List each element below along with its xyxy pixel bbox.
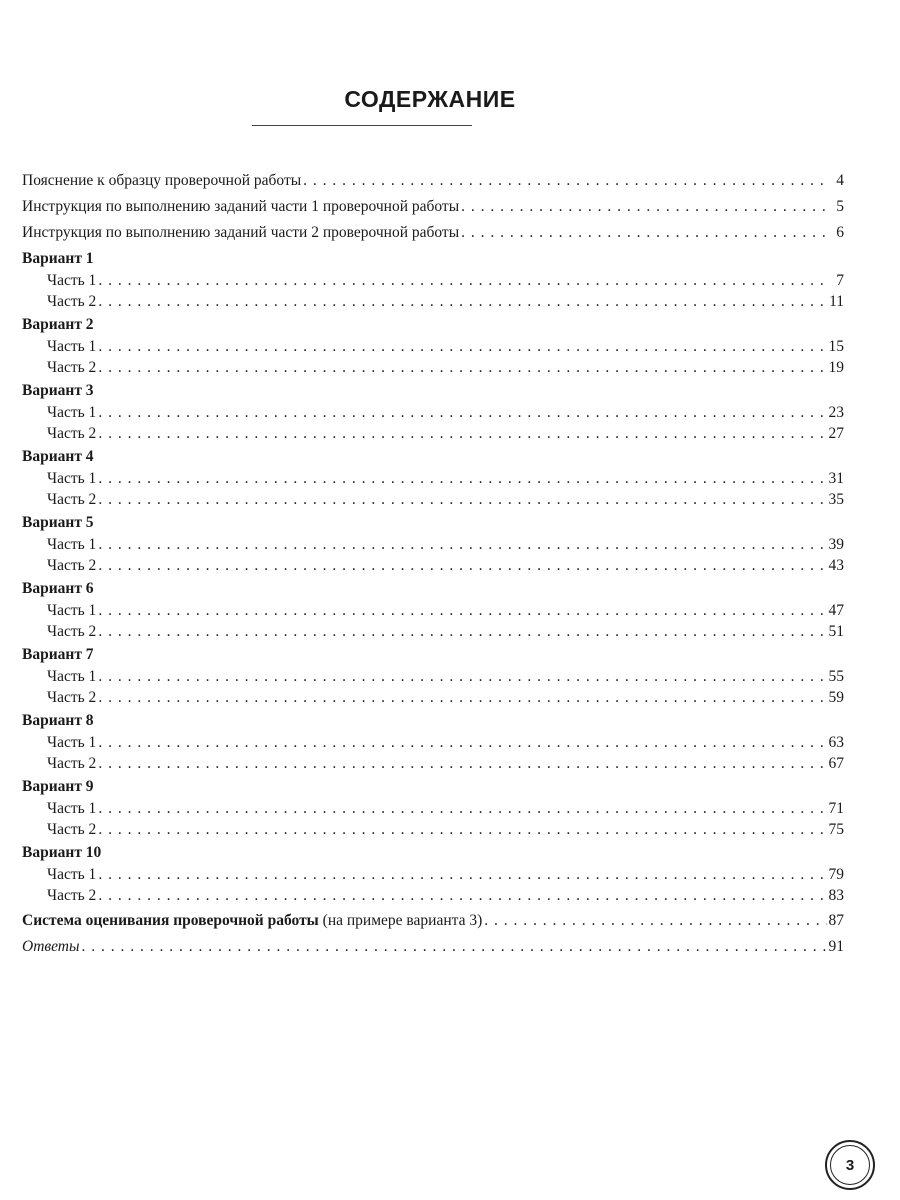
- toc-label-note: (на примере варианта 3): [322, 912, 483, 929]
- toc-row-part[interactable]: [22, 819, 844, 840]
- dot-leader: [98, 798, 826, 819]
- variant-title: Вариант 8: [22, 712, 94, 729]
- variant-title: Вариант 9: [22, 778, 94, 795]
- toc-variant-heading[interactable]: [22, 314, 844, 336]
- toc-label: Часть 1: [47, 668, 97, 685]
- toc-row-part[interactable]: [22, 864, 844, 885]
- variant-title: Вариант 10: [22, 844, 102, 861]
- dot-leader: [98, 423, 826, 444]
- toc-page-number: 67: [828, 755, 844, 772]
- page-number-badge: [825, 1140, 875, 1190]
- toc-label: Часть 2: [47, 689, 97, 706]
- toc-variant-heading[interactable]: [22, 578, 844, 600]
- toc-page-number: 35: [828, 491, 844, 508]
- toc-row-part[interactable]: [22, 687, 844, 708]
- dot-leader: [461, 220, 828, 246]
- toc-label: Часть 2: [47, 491, 97, 508]
- toc-row-part[interactable]: [22, 402, 844, 423]
- toc-label: Часть 2: [47, 425, 97, 442]
- dot-leader: [98, 336, 826, 357]
- toc-label: [22, 908, 482, 934]
- toc-page-number: 59: [828, 689, 844, 706]
- toc-page-number: 11: [829, 293, 844, 310]
- toc-page-number: 83: [828, 887, 844, 904]
- toc-label: Пояснение к образцу проверочной работы: [22, 172, 302, 189]
- title-underline: [252, 125, 472, 126]
- dot-leader: [98, 621, 826, 642]
- page-title: СОДЕРЖАНИЕ: [344, 86, 516, 112]
- dot-leader: [98, 291, 827, 312]
- toc-label: Часть 1: [47, 536, 97, 553]
- toc-row-part[interactable]: [22, 885, 844, 906]
- toc-variant-heading[interactable]: [22, 842, 844, 864]
- dot-leader: [98, 402, 826, 423]
- toc-page-number: 91: [828, 938, 844, 955]
- toc-page-number: 87: [828, 912, 844, 929]
- variant-title: Вариант 6: [22, 580, 94, 597]
- toc-row-part[interactable]: [22, 732, 844, 753]
- dot-leader: [98, 753, 826, 774]
- dot-leader: [98, 270, 828, 291]
- toc-label: Часть 2: [47, 557, 97, 574]
- toc-variant-heading[interactable]: [22, 776, 844, 798]
- toc-page-number: 47: [828, 602, 844, 619]
- dot-leader: [98, 666, 826, 687]
- toc-page-number: 79: [828, 866, 844, 883]
- dot-leader: [98, 732, 826, 753]
- variant-title: Вариант 2: [22, 316, 94, 333]
- toc-label: Часть 1: [47, 470, 97, 487]
- toc-row-intro-2[interactable]: [22, 194, 844, 220]
- dot-leader: [98, 819, 826, 840]
- toc-variant-heading[interactable]: [22, 248, 844, 270]
- toc-row-part[interactable]: [22, 489, 844, 510]
- toc-row-part[interactable]: [22, 291, 844, 312]
- toc-row-part[interactable]: [22, 468, 844, 489]
- toc-label: Часть 1: [47, 272, 97, 289]
- table-of-contents: [22, 168, 844, 960]
- dot-leader: [98, 687, 826, 708]
- toc-row-part[interactable]: [22, 336, 844, 357]
- toc-page-number: 6: [836, 224, 844, 241]
- dot-leader: [98, 555, 826, 576]
- toc-page-number: 63: [828, 734, 844, 751]
- toc-row-part[interactable]: [22, 555, 844, 576]
- toc-page-number: 55: [828, 668, 844, 685]
- dot-leader: [461, 194, 828, 220]
- toc-label-bold: Система оценивания проверочной работы: [22, 912, 319, 929]
- toc-label: Часть 1: [47, 734, 97, 751]
- toc-variant-heading[interactable]: [22, 380, 844, 402]
- dot-leader: [98, 357, 826, 378]
- toc-page-number: 15: [828, 338, 844, 355]
- toc-row-intro-1[interactable]: [22, 168, 844, 194]
- toc-label: Часть 1: [47, 866, 97, 883]
- toc-page-number: 51: [828, 623, 844, 640]
- page-number: 3: [830, 1145, 870, 1185]
- toc-page-number: 43: [828, 557, 844, 574]
- toc-variant-heading[interactable]: [22, 512, 844, 534]
- toc-label: Часть 2: [47, 623, 97, 640]
- toc-label: Часть 2: [47, 755, 97, 772]
- toc-page-number: 4: [836, 172, 844, 189]
- toc-row-part[interactable]: [22, 423, 844, 444]
- toc-label: Часть 1: [47, 800, 97, 817]
- toc-row-part[interactable]: [22, 534, 844, 555]
- dot-leader: [303, 168, 828, 194]
- toc-variant-heading[interactable]: [22, 644, 844, 666]
- toc-variant-heading[interactable]: [22, 446, 844, 468]
- toc-label: Часть 2: [47, 293, 97, 310]
- variant-title: Вариант 5: [22, 514, 94, 531]
- toc-label: Инструкция по выполнению заданий части 2 проверочной работы: [22, 224, 460, 241]
- toc-page-number: 39: [828, 536, 844, 553]
- toc-row-part[interactable]: [22, 753, 844, 774]
- variant-title: Вариант 4: [22, 448, 94, 465]
- toc-page-number: 75: [828, 821, 844, 838]
- toc-row-part[interactable]: [22, 270, 844, 291]
- dot-leader: [98, 864, 826, 885]
- toc-page-number: 31: [828, 470, 844, 487]
- toc-page-number: 7: [836, 272, 844, 289]
- dot-leader: [98, 468, 826, 489]
- toc-row-grading-system[interactable]: [22, 908, 844, 934]
- toc-row-part[interactable]: [22, 357, 844, 378]
- toc-label: Часть 2: [47, 821, 97, 838]
- toc-row-answers[interactable]: [22, 934, 844, 960]
- toc-label: Часть 1: [47, 602, 97, 619]
- dot-leader: [98, 534, 826, 555]
- dot-leader: [484, 908, 826, 934]
- dot-leader: [98, 600, 826, 621]
- toc-page-number: 27: [828, 425, 844, 442]
- variant-title: Вариант 1: [22, 250, 94, 267]
- toc-row-part[interactable]: [22, 600, 844, 621]
- dot-leader: [98, 489, 826, 510]
- variant-title: Вариант 7: [22, 646, 94, 663]
- toc-label: Часть 2: [47, 887, 97, 904]
- toc-variant-heading[interactable]: [22, 710, 844, 732]
- toc-label: Часть 2: [47, 359, 97, 376]
- toc-row-part[interactable]: [22, 621, 844, 642]
- toc-label: Ответы: [22, 938, 80, 955]
- variant-title: Вариант 3: [22, 382, 94, 399]
- toc-page-number: 71: [828, 800, 844, 817]
- dot-leader: [81, 934, 826, 960]
- toc-row-part[interactable]: [22, 666, 844, 687]
- toc-label: Инструкция по выполнению заданий части 1 проверочной работы: [22, 198, 460, 215]
- toc-page-number: 23: [828, 404, 844, 421]
- toc-label: Часть 1: [47, 404, 97, 421]
- toc-label: Часть 1: [47, 338, 97, 355]
- dot-leader: [98, 885, 826, 906]
- toc-page-number: 5: [836, 198, 844, 215]
- toc-row-part[interactable]: [22, 798, 844, 819]
- variants-list: [22, 248, 844, 906]
- toc-page-number: 19: [828, 359, 844, 376]
- toc-row-intro-3[interactable]: [22, 220, 844, 246]
